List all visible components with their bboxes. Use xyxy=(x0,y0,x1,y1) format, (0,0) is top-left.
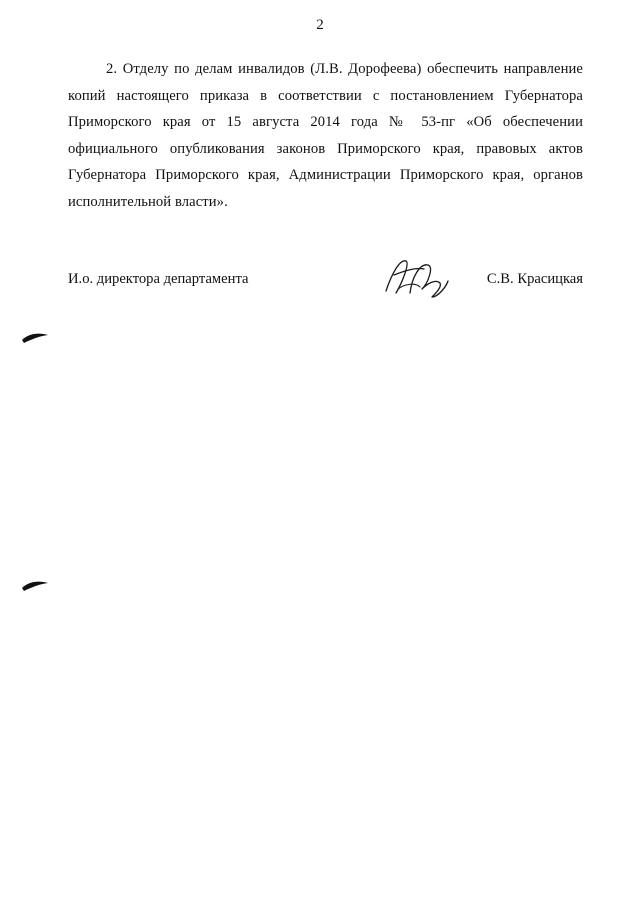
page-number: 2 xyxy=(316,17,324,33)
punch-hole-mark-top xyxy=(20,330,50,344)
body-paragraph: 2. Отделу по делам инвалидов (Л.В. Дорофеева) обеспечить направление копий настоящего приказа в соответствии с постановлением Губернатора Приморского края от 15 августа 2014 года № 53-пг «Об обеспечении официального опубликования законов Приморского края, правовых актов Губернатора Приморского края, Администрации Приморского края, органов исполнительной власти». xyxy=(68,61,583,210)
punch-hole-mark-bottom xyxy=(20,578,50,592)
signer-name: С.В. Красицкая xyxy=(486,271,583,287)
signature-row xyxy=(68,271,583,301)
handwritten-signature xyxy=(376,253,456,303)
signer-title: И.о. директора департамента xyxy=(68,271,249,287)
